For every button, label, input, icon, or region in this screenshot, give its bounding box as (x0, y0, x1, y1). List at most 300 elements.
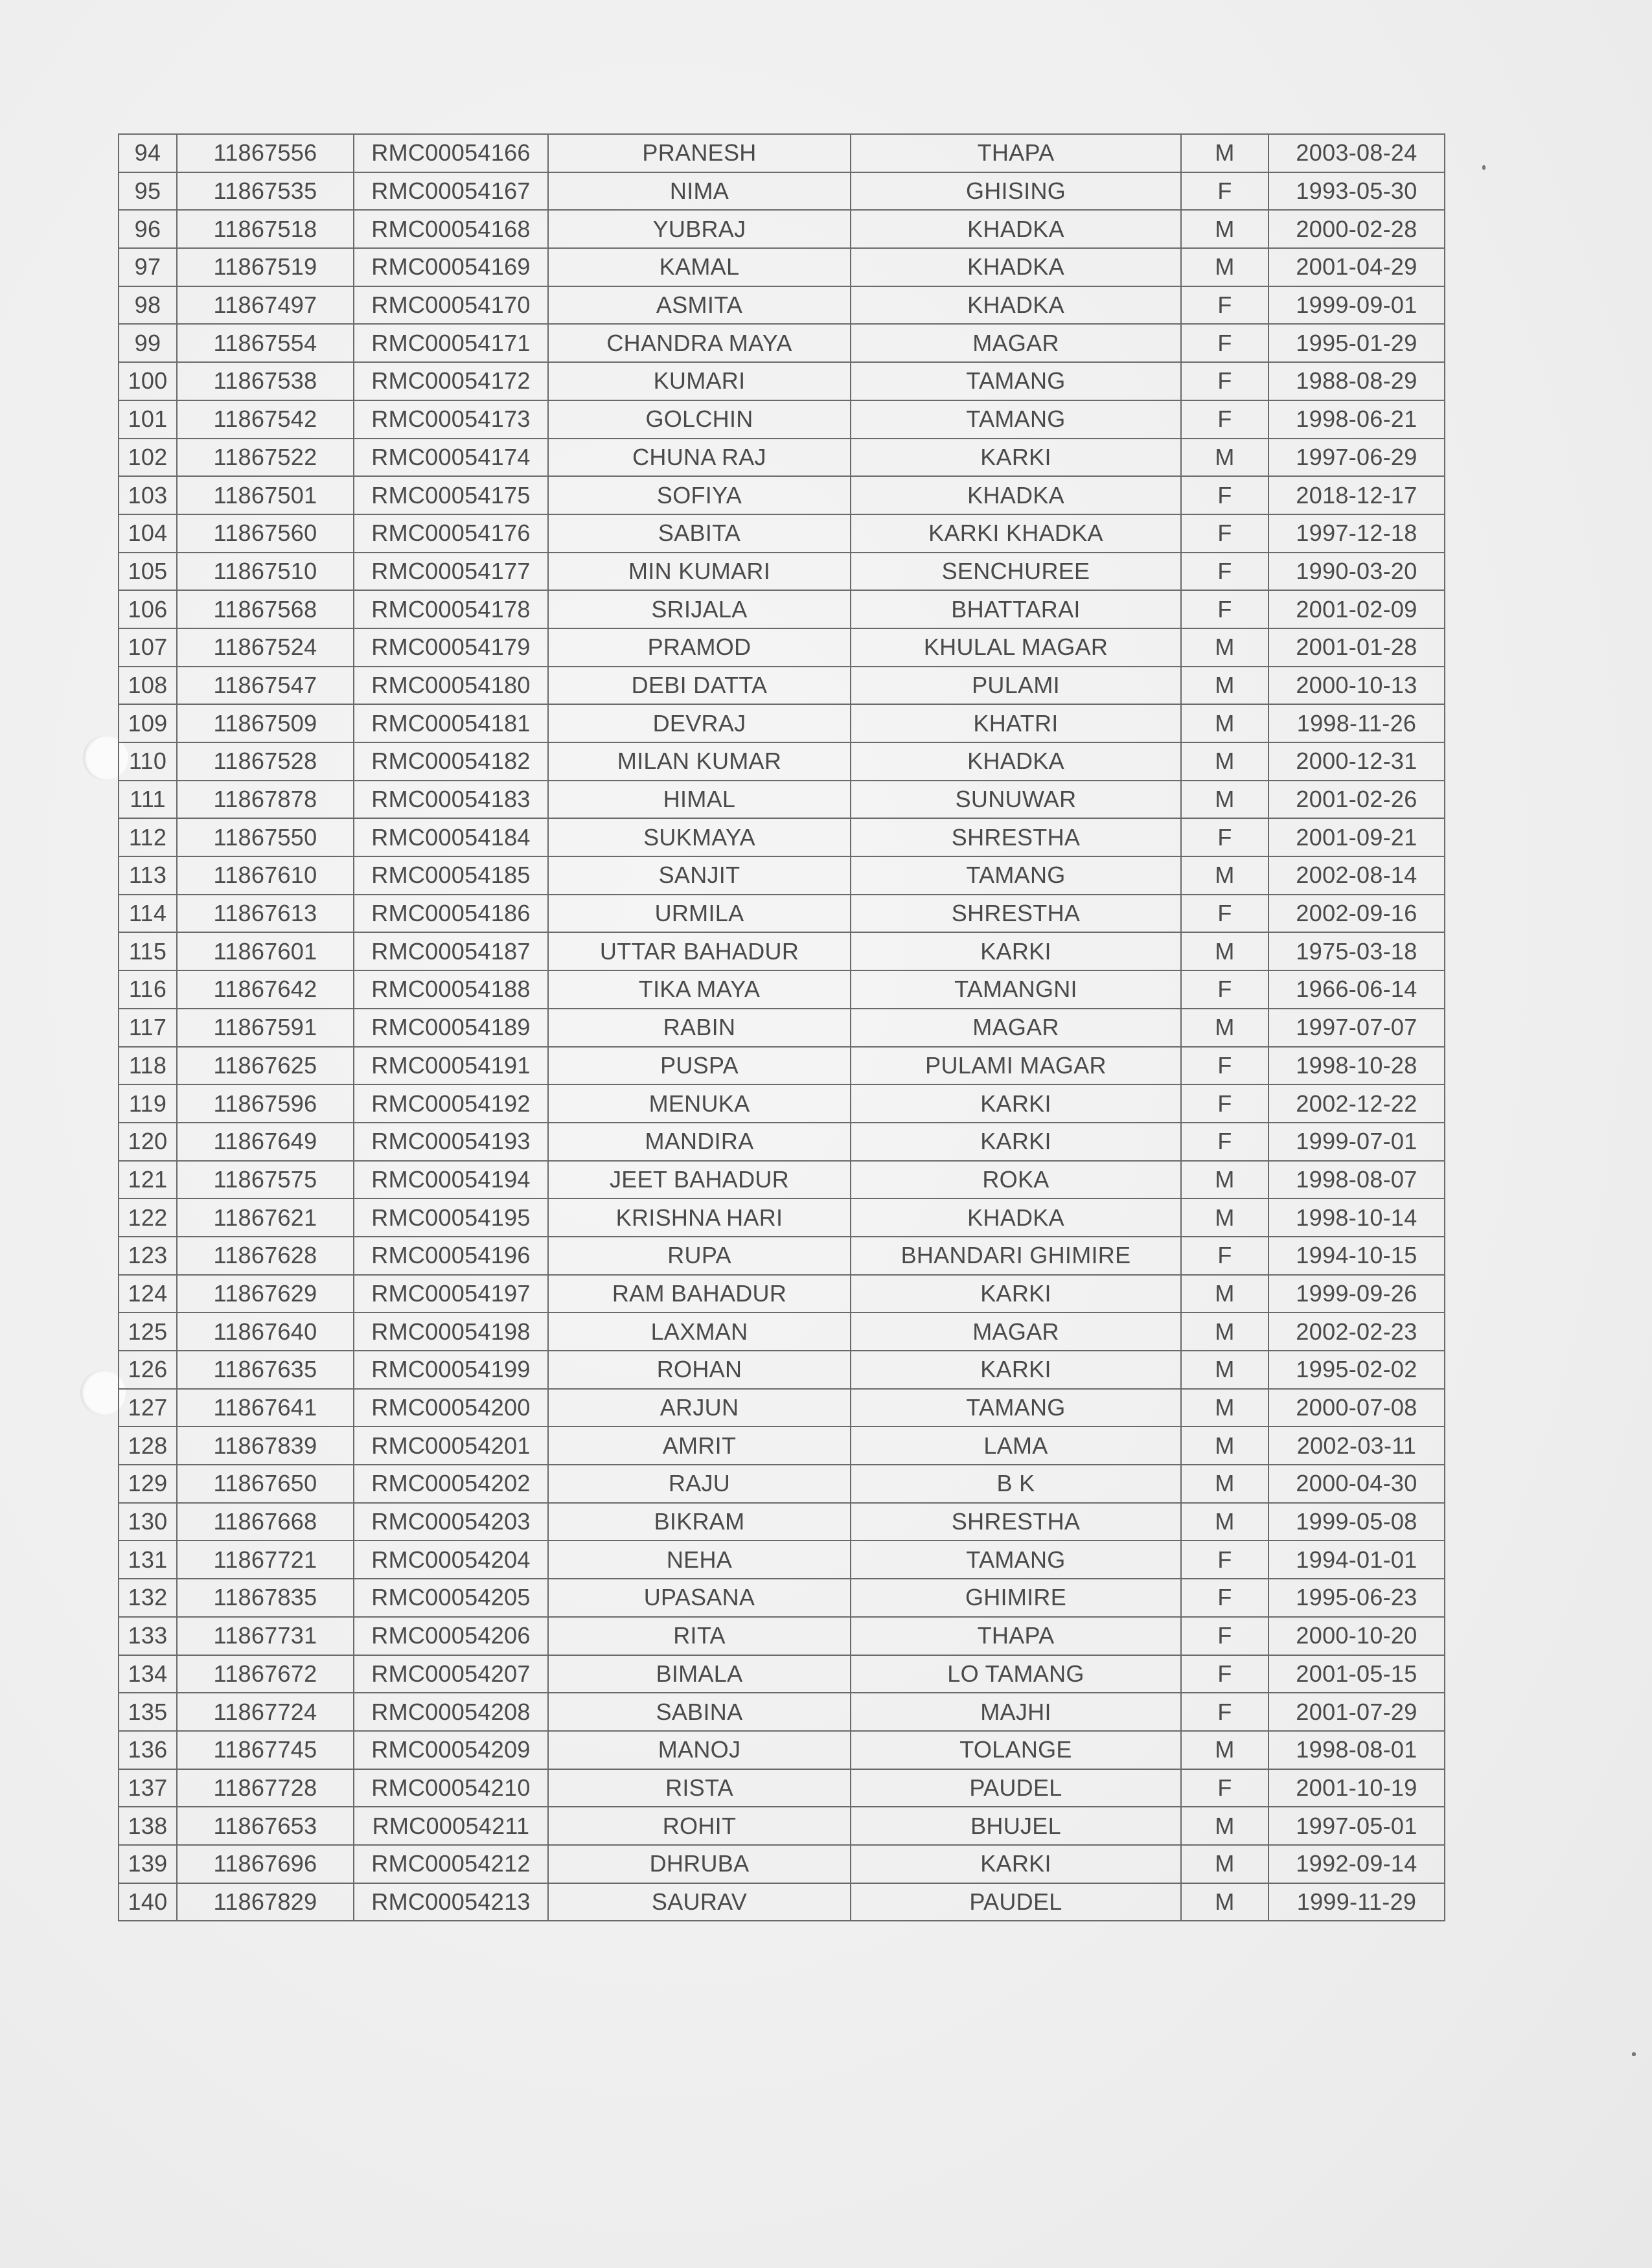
rmc-number-cell: RMC00054180 (354, 667, 548, 705)
first-name-cell: SUKMAYA (548, 818, 851, 856)
first-name-cell: DEVRAJ (548, 704, 851, 742)
date-of-birth-cell: 2002-12-22 (1268, 1084, 1445, 1123)
registration-number-cell: 11867560 (177, 514, 354, 553)
serial-number-cell: 103 (119, 476, 177, 514)
date-of-birth-cell: 2000-10-13 (1268, 667, 1445, 705)
last-name-cell: KARKI (851, 1275, 1181, 1313)
first-name-cell: SRIJALA (548, 590, 851, 628)
registration-number-cell: 11867547 (177, 667, 354, 705)
rmc-number-cell: RMC00054208 (354, 1693, 548, 1731)
serial-number-cell: 110 (119, 742, 177, 781)
last-name-cell: BHANDARI GHIMIRE (851, 1237, 1181, 1275)
sex-cell: M (1181, 628, 1268, 667)
date-of-birth-cell: 2000-10-20 (1268, 1617, 1445, 1655)
registration-number-cell: 11867510 (177, 553, 354, 591)
first-name-cell: RITA (548, 1617, 851, 1655)
rmc-number-cell: RMC00054183 (354, 781, 548, 819)
last-name-cell: TAMANG (851, 400, 1181, 439)
rmc-number-cell: RMC00054169 (354, 248, 548, 286)
table-row (119, 1237, 1445, 1275)
last-name-cell: SUNUWAR (851, 781, 1181, 819)
table-row (119, 932, 1445, 970)
serial-number-cell: 104 (119, 514, 177, 553)
serial-number-cell: 117 (119, 1009, 177, 1047)
date-of-birth-cell: 2002-03-11 (1268, 1426, 1445, 1465)
last-name-cell: PULAMI (851, 667, 1181, 705)
rmc-number-cell: RMC00054189 (354, 1009, 548, 1047)
first-name-cell: RAM BAHADUR (548, 1275, 851, 1313)
registration-number-cell: 11867610 (177, 856, 354, 895)
date-of-birth-cell: 1995-01-29 (1268, 324, 1445, 362)
rmc-number-cell: RMC00054200 (354, 1389, 548, 1427)
registration-number-cell: 11867621 (177, 1198, 354, 1237)
rmc-number-cell: RMC00054176 (354, 514, 548, 553)
first-name-cell: SANJIT (548, 856, 851, 895)
rmc-number-cell: RMC00054167 (354, 172, 548, 211)
last-name-cell: KARKI (851, 1845, 1181, 1883)
serial-number-cell: 120 (119, 1123, 177, 1161)
table-row (119, 970, 1445, 1009)
sex-cell: M (1181, 856, 1268, 895)
serial-number-cell: 128 (119, 1426, 177, 1465)
first-name-cell: SOFIYA (548, 476, 851, 514)
serial-number-cell: 94 (119, 134, 177, 172)
registration-number-cell: 11867519 (177, 248, 354, 286)
date-of-birth-cell: 2001-01-28 (1268, 628, 1445, 667)
serial-number-cell: 137 (119, 1769, 177, 1807)
first-name-cell: ROHAN (548, 1351, 851, 1389)
sex-cell: M (1181, 1009, 1268, 1047)
last-name-cell: SHRESTHA (851, 1503, 1181, 1541)
serial-number-cell: 130 (119, 1503, 177, 1541)
table-row (119, 1123, 1445, 1161)
date-of-birth-cell: 1998-06-21 (1268, 400, 1445, 439)
table-row (119, 895, 1445, 933)
registration-number-cell: 11867728 (177, 1769, 354, 1807)
table-row (119, 1465, 1445, 1503)
registration-number-cell: 11867518 (177, 210, 354, 248)
registration-number-cell: 11867878 (177, 781, 354, 819)
date-of-birth-cell: 1999-07-01 (1268, 1123, 1445, 1161)
rmc-number-cell: RMC00054185 (354, 856, 548, 895)
registration-number-cell: 11867538 (177, 362, 354, 400)
serial-number-cell: 124 (119, 1275, 177, 1313)
registration-number-cell: 11867649 (177, 1123, 354, 1161)
serial-number-cell: 101 (119, 400, 177, 439)
sex-cell: M (1181, 704, 1268, 742)
registration-number-cell: 11867528 (177, 742, 354, 781)
table-row (119, 781, 1445, 819)
serial-number-cell: 95 (119, 172, 177, 211)
date-of-birth-cell: 2000-07-08 (1268, 1389, 1445, 1427)
last-name-cell: KARKI (851, 439, 1181, 477)
registration-number-cell: 11867554 (177, 324, 354, 362)
first-name-cell: UTTAR BAHADUR (548, 932, 851, 970)
registration-number-cell: 11867731 (177, 1617, 354, 1655)
table-row (119, 1883, 1445, 1921)
first-name-cell: DHRUBA (548, 1845, 851, 1883)
serial-number-cell: 139 (119, 1845, 177, 1883)
registration-number-cell: 11867509 (177, 704, 354, 742)
table-row (119, 134, 1445, 172)
date-of-birth-cell: 1999-09-26 (1268, 1275, 1445, 1313)
first-name-cell: SABINA (548, 1693, 851, 1731)
registration-number-cell: 11867642 (177, 970, 354, 1009)
first-name-cell: TIKA MAYA (548, 970, 851, 1009)
sex-cell: M (1181, 1731, 1268, 1769)
rmc-number-cell: RMC00054168 (354, 210, 548, 248)
date-of-birth-cell: 1990-03-20 (1268, 553, 1445, 591)
first-name-cell: ASMITA (548, 286, 851, 325)
last-name-cell: KARKI (851, 1123, 1181, 1161)
table-row (119, 704, 1445, 742)
sex-cell: F (1181, 172, 1268, 211)
registration-number-cell: 11867613 (177, 895, 354, 933)
last-name-cell: KHATRI (851, 704, 1181, 742)
registration-number-cell: 11867745 (177, 1731, 354, 1769)
sex-cell: F (1181, 476, 1268, 514)
table-row (119, 1198, 1445, 1237)
registration-number-cell: 11867550 (177, 818, 354, 856)
table-row (119, 1161, 1445, 1199)
last-name-cell: GHIMIRE (851, 1579, 1181, 1617)
first-name-cell: YUBRAJ (548, 210, 851, 248)
sex-cell: M (1181, 781, 1268, 819)
registration-number-cell: 11867829 (177, 1883, 354, 1921)
registration-number-cell: 11867653 (177, 1807, 354, 1845)
sex-cell: F (1181, 1579, 1268, 1617)
serial-number-cell: 108 (119, 667, 177, 705)
table-row (119, 553, 1445, 591)
last-name-cell: PULAMI MAGAR (851, 1047, 1181, 1085)
first-name-cell: BIMALA (548, 1655, 851, 1693)
table-row (119, 590, 1445, 628)
sex-cell: M (1181, 1845, 1268, 1883)
serial-number-cell: 119 (119, 1084, 177, 1123)
registration-number-cell: 11867640 (177, 1312, 354, 1351)
first-name-cell: AMRIT (548, 1426, 851, 1465)
table-row (119, 1579, 1445, 1617)
last-name-cell: KARKI (851, 932, 1181, 970)
last-name-cell: MAJHI (851, 1693, 1181, 1731)
serial-number-cell: 115 (119, 932, 177, 970)
sex-cell: F (1181, 553, 1268, 591)
sex-cell: F (1181, 1084, 1268, 1123)
date-of-birth-cell: 1998-08-01 (1268, 1731, 1445, 1769)
rmc-number-cell: RMC00054194 (354, 1161, 548, 1199)
rmc-number-cell: RMC00054202 (354, 1465, 548, 1503)
rmc-number-cell: RMC00054179 (354, 628, 548, 667)
first-name-cell: MANOJ (548, 1731, 851, 1769)
table-row (119, 667, 1445, 705)
first-name-cell: GOLCHIN (548, 400, 851, 439)
table-row (119, 1426, 1445, 1465)
date-of-birth-cell: 2001-05-15 (1268, 1655, 1445, 1693)
table-row (119, 1312, 1445, 1351)
rmc-number-cell: RMC00054203 (354, 1503, 548, 1541)
table-row (119, 210, 1445, 248)
date-of-birth-cell: 1999-09-01 (1268, 286, 1445, 325)
rmc-number-cell: RMC00054170 (354, 286, 548, 325)
rmc-number-cell: RMC00054206 (354, 1617, 548, 1655)
first-name-cell: ROHIT (548, 1807, 851, 1845)
first-name-cell: KRISHNA HARI (548, 1198, 851, 1237)
last-name-cell: KARKI (851, 1351, 1181, 1389)
registration-number-cell: 11867522 (177, 439, 354, 477)
registration-number-cell: 11867650 (177, 1465, 354, 1503)
table-row (119, 1047, 1445, 1085)
first-name-cell: PRANESH (548, 134, 851, 172)
last-name-cell: TAMANGNI (851, 970, 1181, 1009)
last-name-cell: TAMANG (851, 1389, 1181, 1427)
sex-cell: F (1181, 895, 1268, 933)
date-of-birth-cell: 1997-05-01 (1268, 1807, 1445, 1845)
first-name-cell: KUMARI (548, 362, 851, 400)
serial-number-cell: 126 (119, 1351, 177, 1389)
registration-table (118, 133, 1445, 1921)
serial-number-cell: 131 (119, 1541, 177, 1579)
rmc-number-cell: RMC00054188 (354, 970, 548, 1009)
registration-number-cell: 11867568 (177, 590, 354, 628)
table-row (119, 1807, 1445, 1845)
first-name-cell: PUSPA (548, 1047, 851, 1085)
rmc-number-cell: RMC00054184 (354, 818, 548, 856)
registration-number-cell: 11867724 (177, 1693, 354, 1731)
last-name-cell: SENCHUREE (851, 553, 1181, 591)
table-row (119, 1084, 1445, 1123)
rmc-number-cell: RMC00054181 (354, 704, 548, 742)
last-name-cell: SHRESTHA (851, 818, 1181, 856)
sex-cell: M (1181, 1351, 1268, 1389)
date-of-birth-cell: 2002-02-23 (1268, 1312, 1445, 1351)
sex-cell: M (1181, 1275, 1268, 1313)
serial-number-cell: 118 (119, 1047, 177, 1085)
sex-cell: M (1181, 1389, 1268, 1427)
date-of-birth-cell: 1992-09-14 (1268, 1845, 1445, 1883)
registration-number-cell: 11867721 (177, 1541, 354, 1579)
date-of-birth-cell: 1994-01-01 (1268, 1541, 1445, 1579)
serial-number-cell: 100 (119, 362, 177, 400)
serial-number-cell: 96 (119, 210, 177, 248)
sex-cell: M (1181, 1426, 1268, 1465)
registration-number-cell: 11867835 (177, 1579, 354, 1617)
first-name-cell: URMILA (548, 895, 851, 933)
table-row (119, 1845, 1445, 1883)
last-name-cell: KHADKA (851, 742, 1181, 781)
serial-number-cell: 106 (119, 590, 177, 628)
last-name-cell: KARKI (851, 1084, 1181, 1123)
first-name-cell: JEET BAHADUR (548, 1161, 851, 1199)
first-name-cell: NEHA (548, 1541, 851, 1579)
first-name-cell: KAMAL (548, 248, 851, 286)
registration-number-cell: 11867535 (177, 172, 354, 211)
first-name-cell: NIMA (548, 172, 851, 211)
table-row (119, 400, 1445, 439)
date-of-birth-cell: 2018-12-17 (1268, 476, 1445, 514)
last-name-cell: BHUJEL (851, 1807, 1181, 1845)
rmc-number-cell: RMC00054213 (354, 1883, 548, 1921)
date-of-birth-cell: 1997-07-07 (1268, 1009, 1445, 1047)
date-of-birth-cell: 1999-11-29 (1268, 1883, 1445, 1921)
date-of-birth-cell: 2000-12-31 (1268, 742, 1445, 781)
sex-cell: F (1181, 1541, 1268, 1579)
table-row (119, 742, 1445, 781)
rmc-number-cell: RMC00054187 (354, 932, 548, 970)
first-name-cell: LAXMAN (548, 1312, 851, 1351)
registration-number-cell: 11867596 (177, 1084, 354, 1123)
first-name-cell: MENUKA (548, 1084, 851, 1123)
registration-number-cell: 11867625 (177, 1047, 354, 1085)
last-name-cell: B K (851, 1465, 1181, 1503)
date-of-birth-cell: 2002-08-14 (1268, 856, 1445, 895)
first-name-cell: SAURAV (548, 1883, 851, 1921)
table-row (119, 1275, 1445, 1313)
sex-cell: M (1181, 1465, 1268, 1503)
last-name-cell: TOLANGE (851, 1731, 1181, 1769)
date-of-birth-cell: 1998-08-07 (1268, 1161, 1445, 1199)
table-row (119, 818, 1445, 856)
registration-number-cell: 11867839 (177, 1426, 354, 1465)
last-name-cell: KHULAL MAGAR (851, 628, 1181, 667)
registration-number-cell: 11867591 (177, 1009, 354, 1047)
sex-cell: M (1181, 1503, 1268, 1541)
first-name-cell: ARJUN (548, 1389, 851, 1427)
rmc-number-cell: RMC00054211 (354, 1807, 548, 1845)
table-row (119, 324, 1445, 362)
first-name-cell: MIN KUMARI (548, 553, 851, 591)
sex-cell: F (1181, 970, 1268, 1009)
first-name-cell: PRAMOD (548, 628, 851, 667)
sex-cell: F (1181, 514, 1268, 553)
serial-number-cell: 134 (119, 1655, 177, 1693)
rmc-number-cell: RMC00054207 (354, 1655, 548, 1693)
rmc-number-cell: RMC00054182 (354, 742, 548, 781)
last-name-cell: THAPA (851, 1617, 1181, 1655)
table-row (119, 628, 1445, 667)
rmc-number-cell: RMC00054192 (354, 1084, 548, 1123)
serial-number-cell: 111 (119, 781, 177, 819)
rmc-number-cell: RMC00054196 (354, 1237, 548, 1275)
serial-number-cell: 123 (119, 1237, 177, 1275)
serial-number-cell: 116 (119, 970, 177, 1009)
date-of-birth-cell: 1997-06-29 (1268, 439, 1445, 477)
registration-number-cell: 11867497 (177, 286, 354, 325)
sex-cell: F (1181, 590, 1268, 628)
rmc-number-cell: RMC00054195 (354, 1198, 548, 1237)
date-of-birth-cell: 1997-12-18 (1268, 514, 1445, 553)
sex-cell: F (1181, 400, 1268, 439)
sex-cell: M (1181, 1198, 1268, 1237)
rmc-number-cell: RMC00054201 (354, 1426, 548, 1465)
sex-cell: F (1181, 324, 1268, 362)
rmc-number-cell: RMC00054193 (354, 1123, 548, 1161)
scan-speck (1482, 165, 1486, 170)
first-name-cell: CHANDRA MAYA (548, 324, 851, 362)
serial-number-cell: 99 (119, 324, 177, 362)
table-row (119, 362, 1445, 400)
last-name-cell: TAMANG (851, 1541, 1181, 1579)
rmc-number-cell: RMC00054174 (354, 439, 548, 477)
sex-cell: M (1181, 248, 1268, 286)
last-name-cell: TAMANG (851, 362, 1181, 400)
serial-number-cell: 136 (119, 1731, 177, 1769)
sex-cell: F (1181, 286, 1268, 325)
sex-cell: F (1181, 1237, 1268, 1275)
first-name-cell: UPASANA (548, 1579, 851, 1617)
sex-cell: M (1181, 210, 1268, 248)
first-name-cell: MANDIRA (548, 1123, 851, 1161)
last-name-cell: LO TAMANG (851, 1655, 1181, 1693)
first-name-cell: HIMAL (548, 781, 851, 819)
registration-table-body (119, 134, 1445, 1921)
registration-number-cell: 11867556 (177, 134, 354, 172)
date-of-birth-cell: 2001-04-29 (1268, 248, 1445, 286)
sex-cell: M (1181, 1807, 1268, 1845)
first-name-cell: RISTA (548, 1769, 851, 1807)
date-of-birth-cell: 2001-09-21 (1268, 818, 1445, 856)
registration-number-cell: 11867628 (177, 1237, 354, 1275)
registration-number-cell: 11867641 (177, 1389, 354, 1427)
date-of-birth-cell: 2000-02-28 (1268, 210, 1445, 248)
table-row (119, 1731, 1445, 1769)
first-name-cell: BIKRAM (548, 1503, 851, 1541)
sex-cell: M (1181, 439, 1268, 477)
sex-cell: F (1181, 1617, 1268, 1655)
table-row (119, 1389, 1445, 1427)
rmc-number-cell: RMC00054191 (354, 1047, 548, 1085)
serial-number-cell: 114 (119, 895, 177, 933)
registration-number-cell: 11867696 (177, 1845, 354, 1883)
last-name-cell: LAMA (851, 1426, 1181, 1465)
table-row (119, 1693, 1445, 1731)
rmc-number-cell: RMC00054199 (354, 1351, 548, 1389)
last-name-cell: KHADKA (851, 210, 1181, 248)
first-name-cell: DEBI DATTA (548, 667, 851, 705)
last-name-cell: GHISING (851, 172, 1181, 211)
last-name-cell: KARKI KHADKA (851, 514, 1181, 553)
date-of-birth-cell: 2002-09-16 (1268, 895, 1445, 933)
last-name-cell: SHRESTHA (851, 895, 1181, 933)
sex-cell: F (1181, 1655, 1268, 1693)
rmc-number-cell: RMC00054172 (354, 362, 548, 400)
date-of-birth-cell: 1998-10-14 (1268, 1198, 1445, 1237)
rmc-number-cell: RMC00054171 (354, 324, 548, 362)
rmc-number-cell: RMC00054175 (354, 476, 548, 514)
sex-cell: F (1181, 1047, 1268, 1085)
rmc-number-cell: RMC00054197 (354, 1275, 548, 1313)
sex-cell: F (1181, 1123, 1268, 1161)
first-name-cell: RUPA (548, 1237, 851, 1275)
last-name-cell: KHADKA (851, 286, 1181, 325)
serial-number-cell: 140 (119, 1883, 177, 1921)
date-of-birth-cell: 2001-02-09 (1268, 590, 1445, 628)
date-of-birth-cell: 2003-08-24 (1268, 134, 1445, 172)
table-row (119, 1541, 1445, 1579)
table-row (119, 1503, 1445, 1541)
rmc-number-cell: RMC00054209 (354, 1731, 548, 1769)
scan-speck (1632, 2052, 1636, 2056)
last-name-cell: MAGAR (851, 1009, 1181, 1047)
first-name-cell: CHUNA RAJ (548, 439, 851, 477)
last-name-cell: PAUDEL (851, 1883, 1181, 1921)
sex-cell: M (1181, 1312, 1268, 1351)
table-row (119, 476, 1445, 514)
sex-cell: F (1181, 818, 1268, 856)
serial-number-cell: 122 (119, 1198, 177, 1237)
sex-cell: M (1181, 1161, 1268, 1199)
date-of-birth-cell: 1999-05-08 (1268, 1503, 1445, 1541)
last-name-cell: KHADKA (851, 1198, 1181, 1237)
